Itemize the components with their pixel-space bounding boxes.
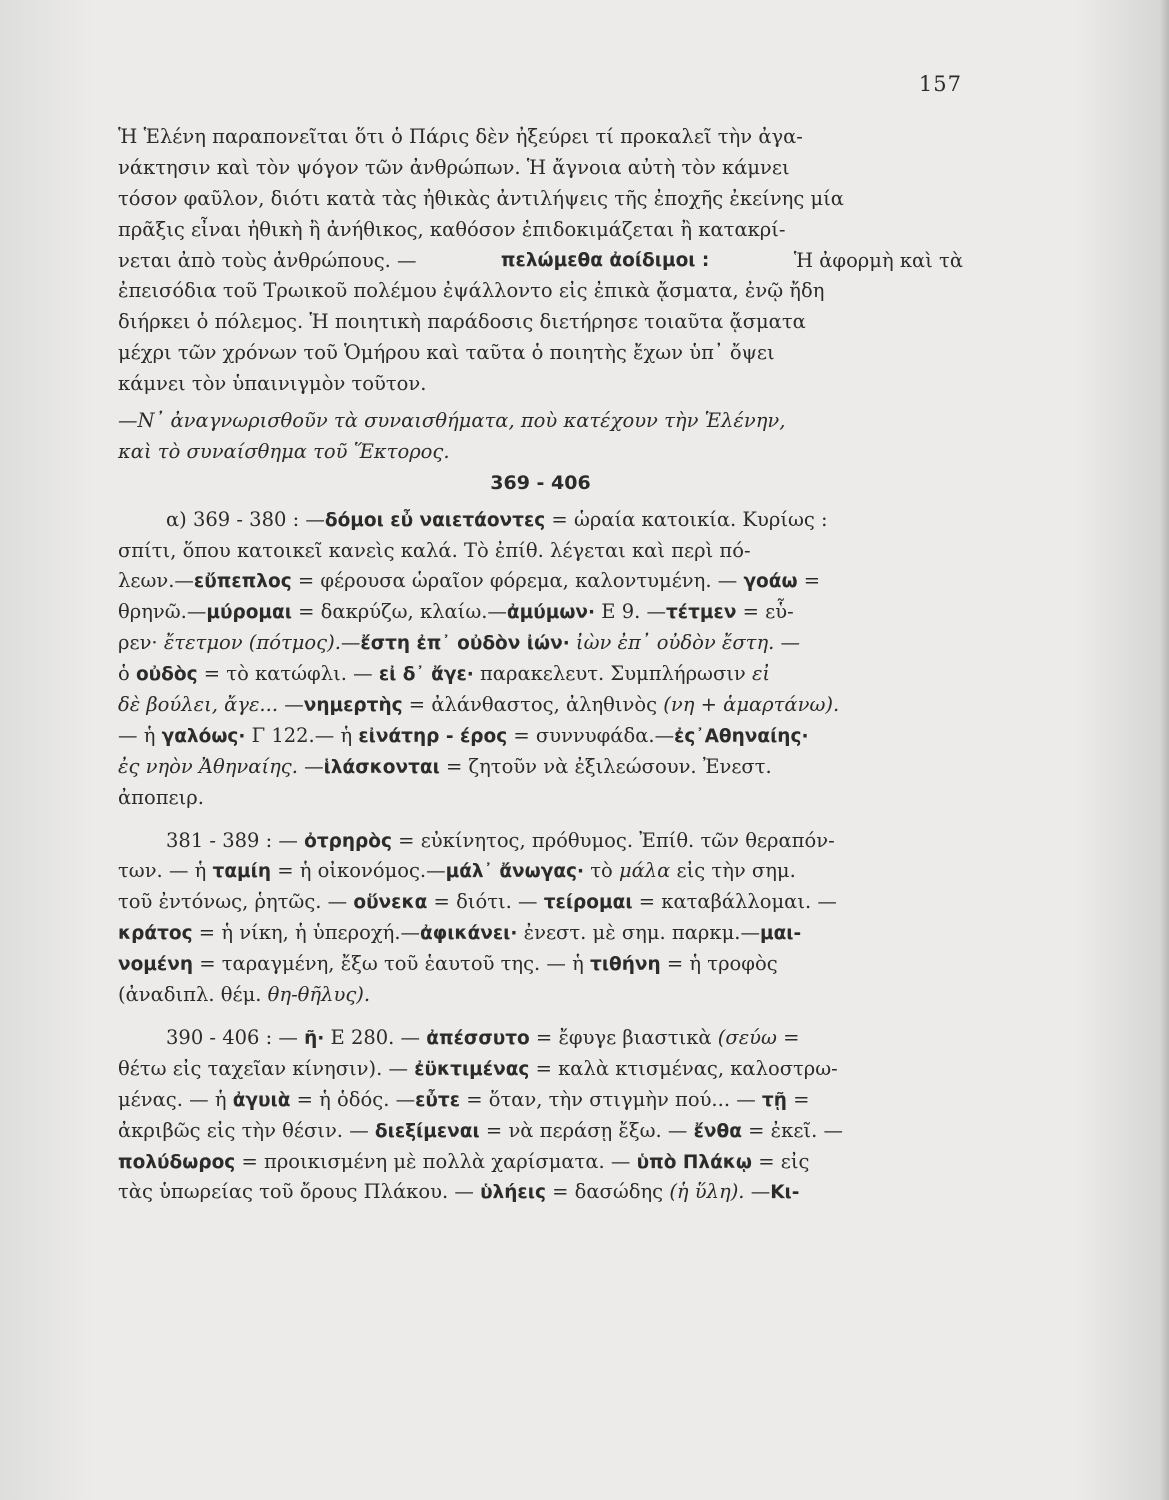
lemma: νημερτὴς (303, 695, 403, 717)
text-line: τὰς ὑπωρείας τοῦ ὄρους Πλάκου. — ὑλήεις = δασώδης (ἡ ὕλη). —Κι- (118, 1180, 800, 1204)
text-line: Ἡ Ἑλένη παραπονεῖται ὅτι ὁ Πάρις δὲν ἠξεύρει τί προκαλεῖ τὴν ἀγα- (118, 125, 803, 148)
page-number: 157 (918, 72, 962, 96)
question-line: καὶ τὸ συναίσθημα τοῦ Ἕκτορος. (118, 439, 450, 463)
text-line: α) 369 - 380 : —δόμοι εὖ ναιετάοντες = ὡραία κατοικία. Κυρίως : (166, 507, 828, 531)
lemma: ῆ· (304, 1027, 325, 1049)
page-edge (1159, 0, 1169, 1500)
lemma: τέτμεν (666, 602, 737, 624)
text-line: νεται ἀπὸ τοὺς ἀνθρώπους. — πελώμεθα ἀοίδιμοι : Ἡ ἀφορμὴ καὶ τὰ (118, 246, 963, 277)
text-line: θέτω εἰς ταχεῖαν κίνησιν). — ἐϋκτιμένας = καλὰ κτισμένας, καλοστρω- (118, 1056, 838, 1080)
text-line: τοῦ ἐντόνως, ῥητῶς. — οὕνεκα = διότι. — τείρομαι = καταβάλλομαι. — (118, 890, 837, 914)
lemma: ὑλήεις (480, 1182, 546, 1204)
text-line: θρηνῶ.—μύρομαι = δακρύζω, κλαίω.—ἀμύμων· Ε 9. —τέτμεν = εὗ- (118, 600, 794, 624)
text-line: — ἡ γαλόως· Γ 122.— ἡ εἰνάτηρ - έρος = συννυφάδα.—ἐς᾽Αθηναίης· (118, 723, 809, 747)
text-line: ἀκριβῶς εἰς τὴν θέσιν. — διεξίμεναι = νὰ περάσῃ ἔξω. — ἔνθα = ἐκεῖ. — (118, 1118, 843, 1142)
lemma: γοάω (743, 571, 798, 593)
lemma: πολύδωρος (118, 1151, 236, 1173)
section-heading: 369 - 406 (490, 471, 591, 494)
lemma: νομένη (118, 954, 193, 976)
text-line: κάμνει τὸν ὑπαινιγμὸν τοῦτον. (118, 372, 427, 396)
lemma: ἐς᾽Αθηναίης· (674, 725, 809, 747)
lemma: ἱλάσκονται (323, 756, 440, 778)
lemma: τείρομαι (543, 892, 633, 914)
text-line: μένας. — ἡ ἀγυιὰ = ἡ ὁδός. —εὖτε = ὅταν, τὴν στιγμὴν πού... — τῇ = (118, 1087, 810, 1111)
lemma: ἀπέσσυτο (426, 1027, 530, 1049)
text-line: νομένη = ταραγμένη, ἔξω τοῦ ἑαυτοῦ της. — ἡ τιθήνη = ἡ τροφὸς (118, 952, 778, 976)
text-line: διήρκει ὁ πόλεμος. Ἡ ποιητικὴ παράδοσις διετήρησε τοιαῦτα ᾄσματα (118, 310, 806, 334)
lemma: δόμοι εὖ ναιετάοντες (324, 509, 546, 531)
lemma: ἀμύμων· (506, 602, 596, 624)
text-line: 390 - 406 : — ῆ· Ε 280. — ἀπέσσυτο = ἔφυγε βιαστικὰ (σεύω = (166, 1025, 800, 1049)
question-line: —Ν᾽ ἀναγνωρισθοῦν τὰ συναισθήματα, ποὺ κατέχουν τὴν Ἑλένην, (118, 409, 786, 433)
text-line: μέχρι τῶν χρόνων τοῦ Ὁμήρου καὶ ταῦτα ὁ ποιητὴς ἔχων ὑπ᾽ ὄψει (118, 341, 775, 365)
page-text (118, 122, 963, 1208)
text-line: νάκτησιν καὶ τὸν ψόγον τῶν ἀνθρώπων. Ἡ ἄγνοια αὐτὴ τὸν κάμνει (118, 155, 790, 179)
text-line: πρᾶξις εἶναι ἠθικὴ ἢ ἀνήθικος, καθόσον ἐπιδοκιμάζεται ἢ κατακρί- (118, 217, 786, 241)
text-line: ἐς νηὸν Ἀθηναίης. —ἱλάσκονται = ζητοῦν νὰ ἐξιλεώσουν. Ἐνεστ. (118, 754, 772, 778)
lemma: οὐδὸς (135, 664, 198, 686)
lemma: γαλόως· (161, 725, 246, 747)
lemma: πελώμεθα ἀοίδιμοι : (500, 249, 710, 271)
lemma: μύρομαι (206, 602, 292, 624)
lemma: ταμίη (212, 861, 272, 883)
text-line: των. — ἡ ταμίη = ἡ οἰκονόμος.—μάλ᾽ ἄνωγας· τὸ μάλα εἰς τὴν σημ. (118, 859, 796, 883)
lemma: Κι- (770, 1182, 800, 1204)
text-line: λεων.—εὔπεπλος = φέρουσα ὡραῖον φόρεμα, καλοντυμένη. — γοάω = (118, 569, 821, 593)
text-line: πολύδωρος = προικισμένη μὲ πολλὰ χαρίσματα. — ὑπὸ Πλάκῳ = εἰς (118, 1149, 810, 1173)
lemma: εὔπεπλος (193, 571, 292, 593)
lemma: εἰνάτηρ - έρος (358, 725, 508, 747)
lemma: τιθήνη (590, 954, 661, 976)
lemma: κράτος (118, 923, 193, 945)
lemma: ὀτρηρὸς (304, 830, 392, 852)
text-line: ρεν· ἔτετμον (πότμος).—ἔστη ἐπ᾽ οὐδὸν ἰών· ἰὼν ἐπ᾽ οὐδὸν ἔστη. — (118, 631, 801, 655)
text-line: τόσον φαῦλον, διότι κατὰ τὰς ἠθικὰς ἀντιλήψεις τῆς ἐποχῆς ἐκείνης μία (118, 186, 844, 210)
lemma: τῇ (761, 1089, 787, 1111)
text-line: κράτος = ἡ νίκη, ἡ ὑπεροχή.—ἀφικάνει· ἐνεστ. μὲ σημ. παρκμ.—μαι- (118, 921, 802, 945)
text-line: ἀποπειρ. (118, 785, 204, 809)
text-line: 381 - 389 : — ὀτρηρὸς = εὐκίνητος, πρόθυμος. Ἐπίθ. τῶν θεραπόν- (166, 828, 835, 852)
lemma: μάλ᾽ ἄνωγας· (445, 861, 585, 883)
lemma: εὖτε (415, 1089, 460, 1111)
lemma: ἀφικάνει· (420, 923, 518, 945)
lemma: ἔνθα (693, 1120, 742, 1142)
text-line: δὲ βούλει, ἄγε... —νημερτὴς = ἀλάνθαστος, ἀληθινὸς (νη + ἁμαρτάνω). (118, 693, 840, 717)
text-line: ὁ οὐδὸς = τὸ κατώφλι. — εἰ δ᾽ ἄγε· παρακελευτ. Συμπλήρωσιν εἰ (118, 662, 771, 686)
lemma: διεξίμεναι (374, 1120, 480, 1142)
lemma: ἔστη ἐπ᾽ οὐδὸν ἰών· (360, 633, 570, 655)
text-line: ἐπεισόδια τοῦ Τρωικοῦ πολέμου ἐψάλλοντο εἰς ἐπικὰ ᾄσματα, ἐνῷ ἤδη (118, 279, 825, 303)
text-line: (ἀναδιπλ. θέμ. θη-θῆλυς). (118, 983, 371, 1007)
lemma: ἐϋκτιμένας (414, 1058, 530, 1080)
lemma: ἀγυιὰ (232, 1089, 291, 1111)
text-line: σπίτι, ὅπου κατοικεῖ κανεὶς καλά. Τὸ ἐπίθ. λέγεται καὶ περὶ πό- (118, 538, 751, 562)
lemma: μαι- (759, 923, 802, 945)
lemma: ὑπὸ Πλάκῳ (636, 1151, 753, 1173)
lemma: εἰ δ᾽ ἄγε· (378, 664, 474, 686)
lemma: οὕνεκα (353, 892, 428, 914)
